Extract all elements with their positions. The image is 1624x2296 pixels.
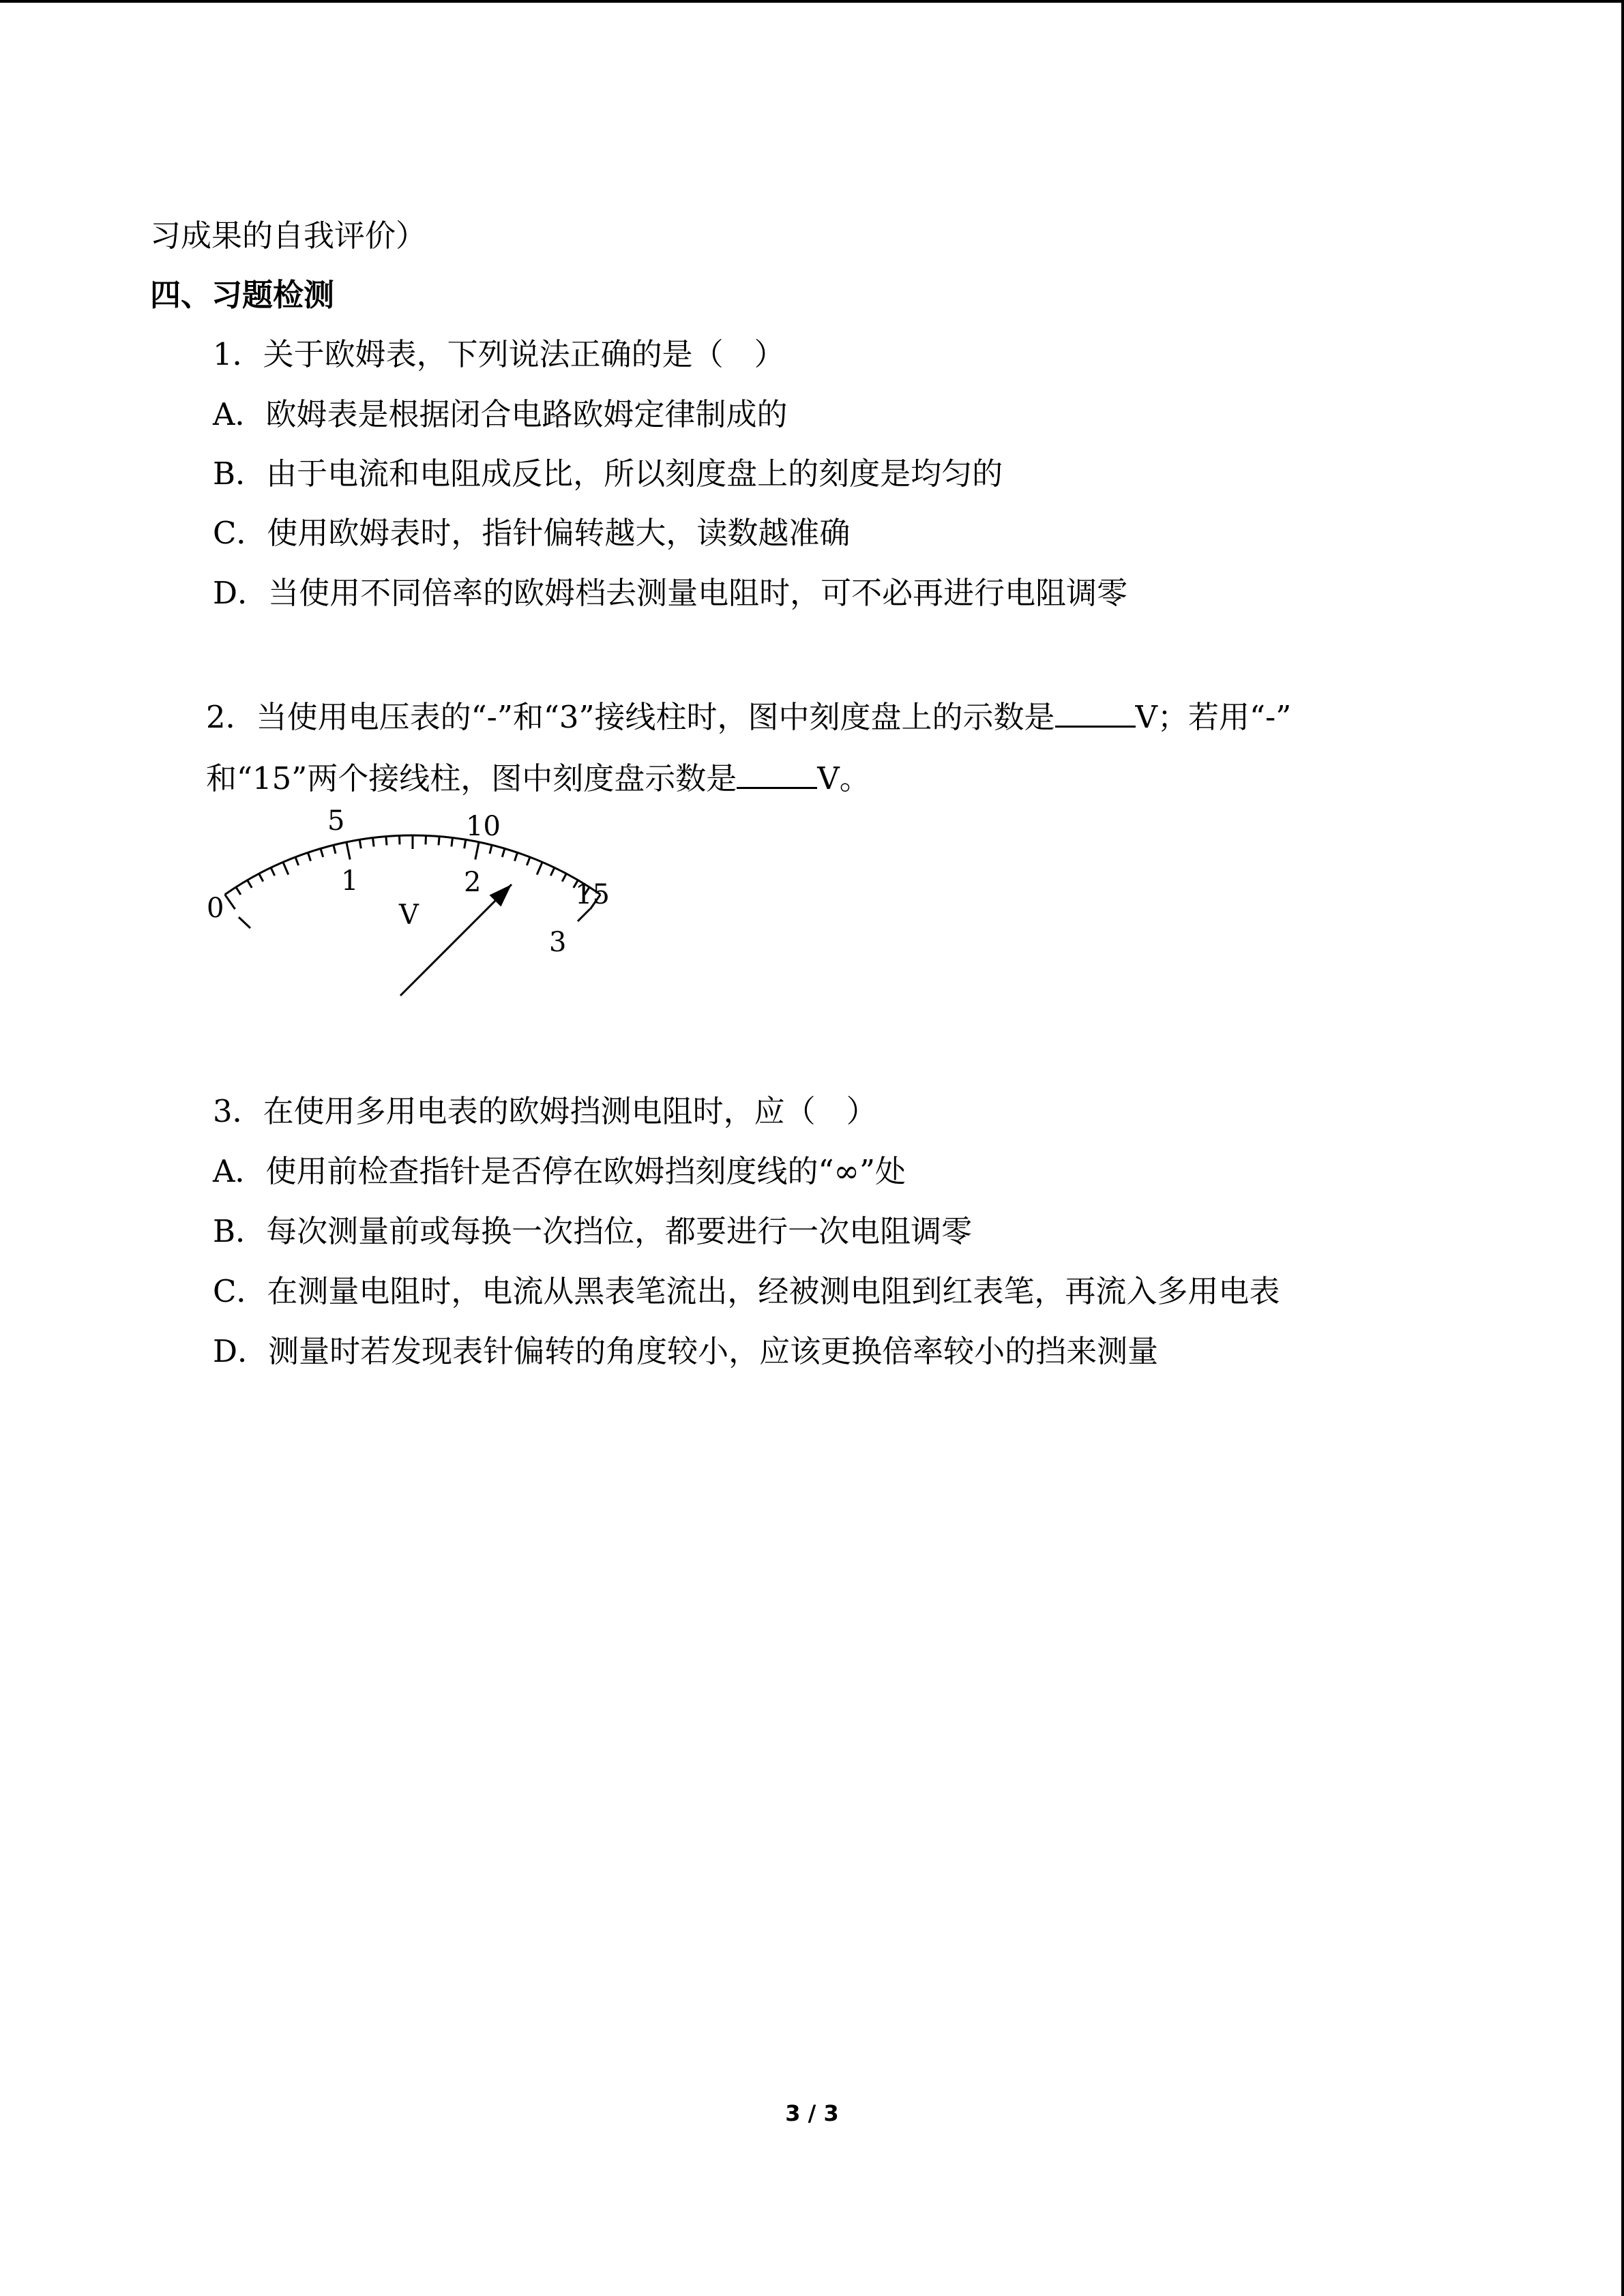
dial-tick [527,857,530,865]
dial-tick [248,880,252,888]
q1-option-a: A．欧姆表是根据闭合电路欧姆定律制成的 [213,396,788,432]
q2-line1-text-a: 2．当使用电压表的“-”和“3”接线柱时，图中刻度盘上的示数是 [206,699,1055,735]
dial-tick [283,862,289,874]
q1-option-c: C．使用欧姆表时，指针偏转越大，读数越准确 [213,515,851,551]
dial-tick [490,845,492,854]
q2-line1-text-b: V；若用“-” [1135,699,1292,735]
top-label-15: 15 [575,879,610,910]
q2-line1 [206,696,1291,738]
q3-option-b: B．每次测量前或每换一次挡位，都要进行一次电阻调零 [213,1213,973,1249]
bottom-label-2: 2 [464,867,482,898]
q1-option-d: D．当使用不同倍率的欧姆档去测量电阻时，可不必再进行电阻调零 [213,575,1128,611]
q2-line2 [206,757,870,799]
dial-tick [321,848,323,856]
dial-tick [452,838,453,847]
q3-option-d: D．测量时若发现表针偏转的角度较小，应该更换倍率较小的挡来测量 [213,1333,1159,1369]
q2-answer-blank-2[interactable] [737,757,817,789]
bottom-label-0: 0 [207,893,224,924]
dial-tick [225,895,235,909]
q3-option-a: A．使用前检查指针是否停在欧姆挡刻度线的“∞”处 [213,1153,906,1189]
dial-tick [562,874,566,882]
dial-tick [502,848,505,856]
dial-tick [308,852,310,861]
dial-tick [386,837,387,846]
q1-stem: 1．关于欧姆表，下列说法正确的是（ ） [213,336,785,372]
top-label-10: 10 [466,811,501,842]
page-border-top [0,0,1624,3]
page-number: 3 / 3 [785,2100,839,2126]
dial-tick [259,874,263,882]
q2-answer-blank-1[interactable] [1055,696,1136,728]
dial-tick [334,845,336,854]
q2-line2-text-b: V。 [817,760,870,796]
q1-option-b: B．由于电流和电阻成反比，所以刻度盘上的刻度是均匀的 [213,456,1003,492]
page-border-right [1621,0,1624,2296]
dial-ticks [225,835,601,909]
bottom-label-3: 3 [549,927,567,958]
continuation-text: 习成果的自我评价） [150,218,427,254]
dial-tick [271,867,275,876]
dial-left-end [239,917,250,928]
q2-line2-text-a: 和“15”两个接线柱，图中刻度盘示数是 [206,760,737,796]
dial-tick [346,842,350,860]
dial-tick [295,857,299,865]
voltmeter-dial [201,808,624,1006]
dial-tick [475,842,479,860]
dial-tick [537,862,542,874]
dial-right-end [578,909,590,921]
dial-tick [359,839,361,848]
dial-tick [515,852,518,861]
dial-tick [550,867,555,876]
q3-option-c: C．在测量电阻时，电流从黑表笔流出，经被测电阻到红表笔，再流入多用电表 [213,1273,1280,1309]
q3-stem: 3．在使用多用电表的欧姆挡测电阻时，应（ ） [213,1093,877,1129]
top-label-5: 5 [327,808,345,837]
section-heading: 四、习题检测 [150,277,335,313]
bottom-label-1: 1 [341,865,359,897]
dial-tick [236,887,241,895]
dial-symbol: V [399,899,419,931]
dial-tick [373,838,374,847]
